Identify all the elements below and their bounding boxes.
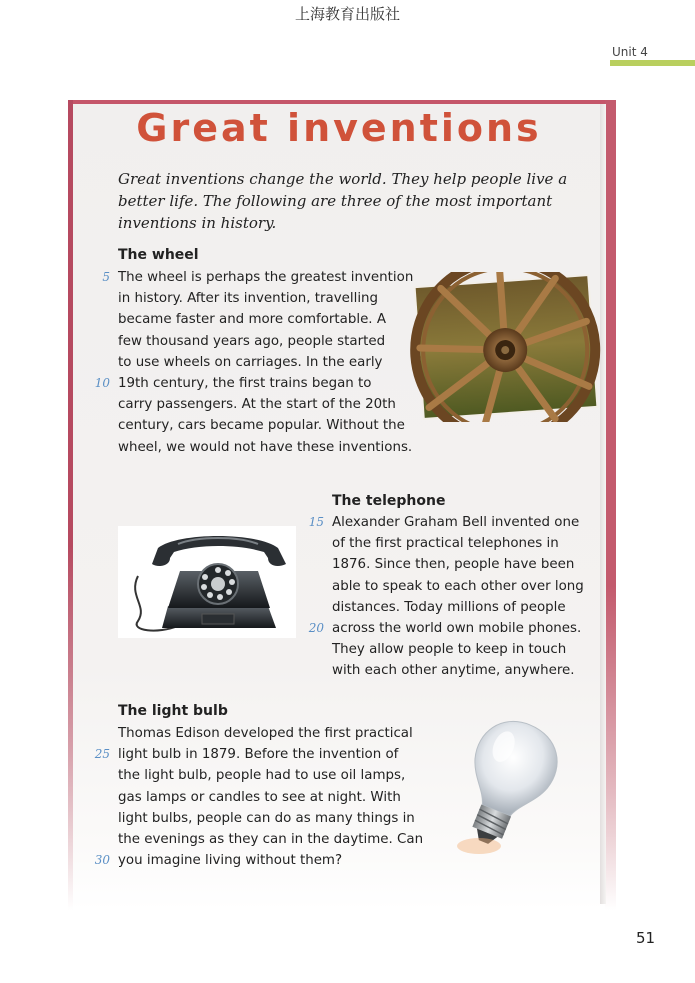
body-line	[332, 533, 592, 554]
line-text: Alexander Graham Bell invented one	[332, 515, 580, 530]
section-body-telephone	[308, 512, 592, 682]
line-text: The wheel is perhaps the greatest invention	[118, 270, 414, 285]
line-text: light bulb in 1879. Before the invention of	[118, 747, 399, 763]
unit-label: Unit 4	[612, 45, 648, 59]
body-line	[102, 267, 418, 288]
line-text: light bulbs, people can do as many things in	[118, 810, 415, 826]
section-body-wheel	[94, 267, 418, 458]
line-text: in history. After its invention, travelling	[118, 291, 379, 307]
line-text: 1876. Since then, people have been	[332, 557, 575, 573]
body-line	[118, 394, 418, 415]
body-line	[118, 437, 418, 458]
line-text: of the first practical telephones in	[332, 536, 559, 552]
line-text: gas lamps or candles to see at night. With	[118, 789, 401, 805]
line-text: the light bulb, people had to use oil lamps,	[118, 768, 406, 784]
body-line	[94, 850, 418, 871]
section-heading-wheel: The wheel	[118, 247, 199, 263]
line-number: 5	[102, 270, 110, 284]
line-text: carry passengers. At the start of the 20th	[118, 397, 396, 413]
body-line	[332, 660, 592, 681]
line-number: 15	[308, 515, 324, 529]
body-line	[118, 765, 418, 786]
publisher-name: 上海教育出版社	[294, 5, 400, 23]
line-text: century, cars became popular. Without the	[118, 418, 405, 434]
section-heading-telephone: The telephone	[332, 493, 446, 509]
line-text: 19th century, the first trains began to	[118, 375, 372, 391]
line-text: with each other anytime, anywhere.	[332, 663, 575, 679]
page-curve	[600, 104, 606, 904]
book-spine-left	[68, 100, 73, 910]
book-top-edge	[68, 100, 616, 104]
line-text: you imagine living without them?	[118, 853, 343, 869]
body-line	[332, 576, 592, 597]
page-number: 51	[636, 929, 656, 947]
line-text: wheel, we would not have these inventions.	[118, 439, 413, 455]
line-text: few thousand years ago, people started	[118, 333, 386, 349]
article-intro: Great inventions change the world. They help people live a better life. The following are three of the most important inventions in history.	[118, 170, 568, 232]
light-bulb-image	[445, 716, 563, 860]
body-line	[118, 309, 418, 330]
section-body-light-bulb	[94, 723, 424, 871]
line-number: 20	[308, 620, 324, 635]
body-line	[118, 352, 418, 373]
line-text: able to speak to each other over long	[332, 578, 584, 594]
body-line	[118, 723, 418, 744]
line-number: 25	[94, 747, 110, 762]
body-line	[94, 744, 418, 765]
line-text: became faster and more comfortable. A	[118, 312, 386, 328]
section-heading-light-bulb: The light bulb	[118, 703, 228, 719]
body-line	[118, 288, 418, 309]
line-number: 30	[94, 853, 110, 868]
line-text: the evenings as they can in the daytime. Can	[118, 831, 424, 847]
line-number: 10	[94, 375, 110, 390]
line-text: to use wheels on carriages. In the early	[118, 354, 383, 370]
wagon-wheel-image	[410, 272, 602, 422]
body-line	[332, 597, 592, 618]
body-line	[118, 787, 418, 808]
line-text: Thomas Edison developed the first practical	[118, 726, 413, 741]
article-title: Great inventions	[136, 106, 542, 150]
body-line	[118, 829, 424, 850]
body-line	[332, 554, 592, 575]
rotary-telephone-image	[118, 526, 296, 638]
body-line	[118, 331, 418, 352]
body-line	[332, 639, 592, 660]
book-spine-right	[605, 100, 616, 910]
line-text: distances. Today millions of people	[332, 599, 566, 615]
line-text: They allow people to keep in touch	[332, 642, 567, 658]
body-line	[308, 618, 592, 639]
body-line	[94, 373, 418, 394]
body-line	[118, 808, 418, 829]
body-line	[308, 512, 592, 533]
body-line	[118, 415, 418, 436]
unit-bar	[610, 60, 695, 66]
line-text: across the world own mobile phones.	[332, 620, 582, 636]
